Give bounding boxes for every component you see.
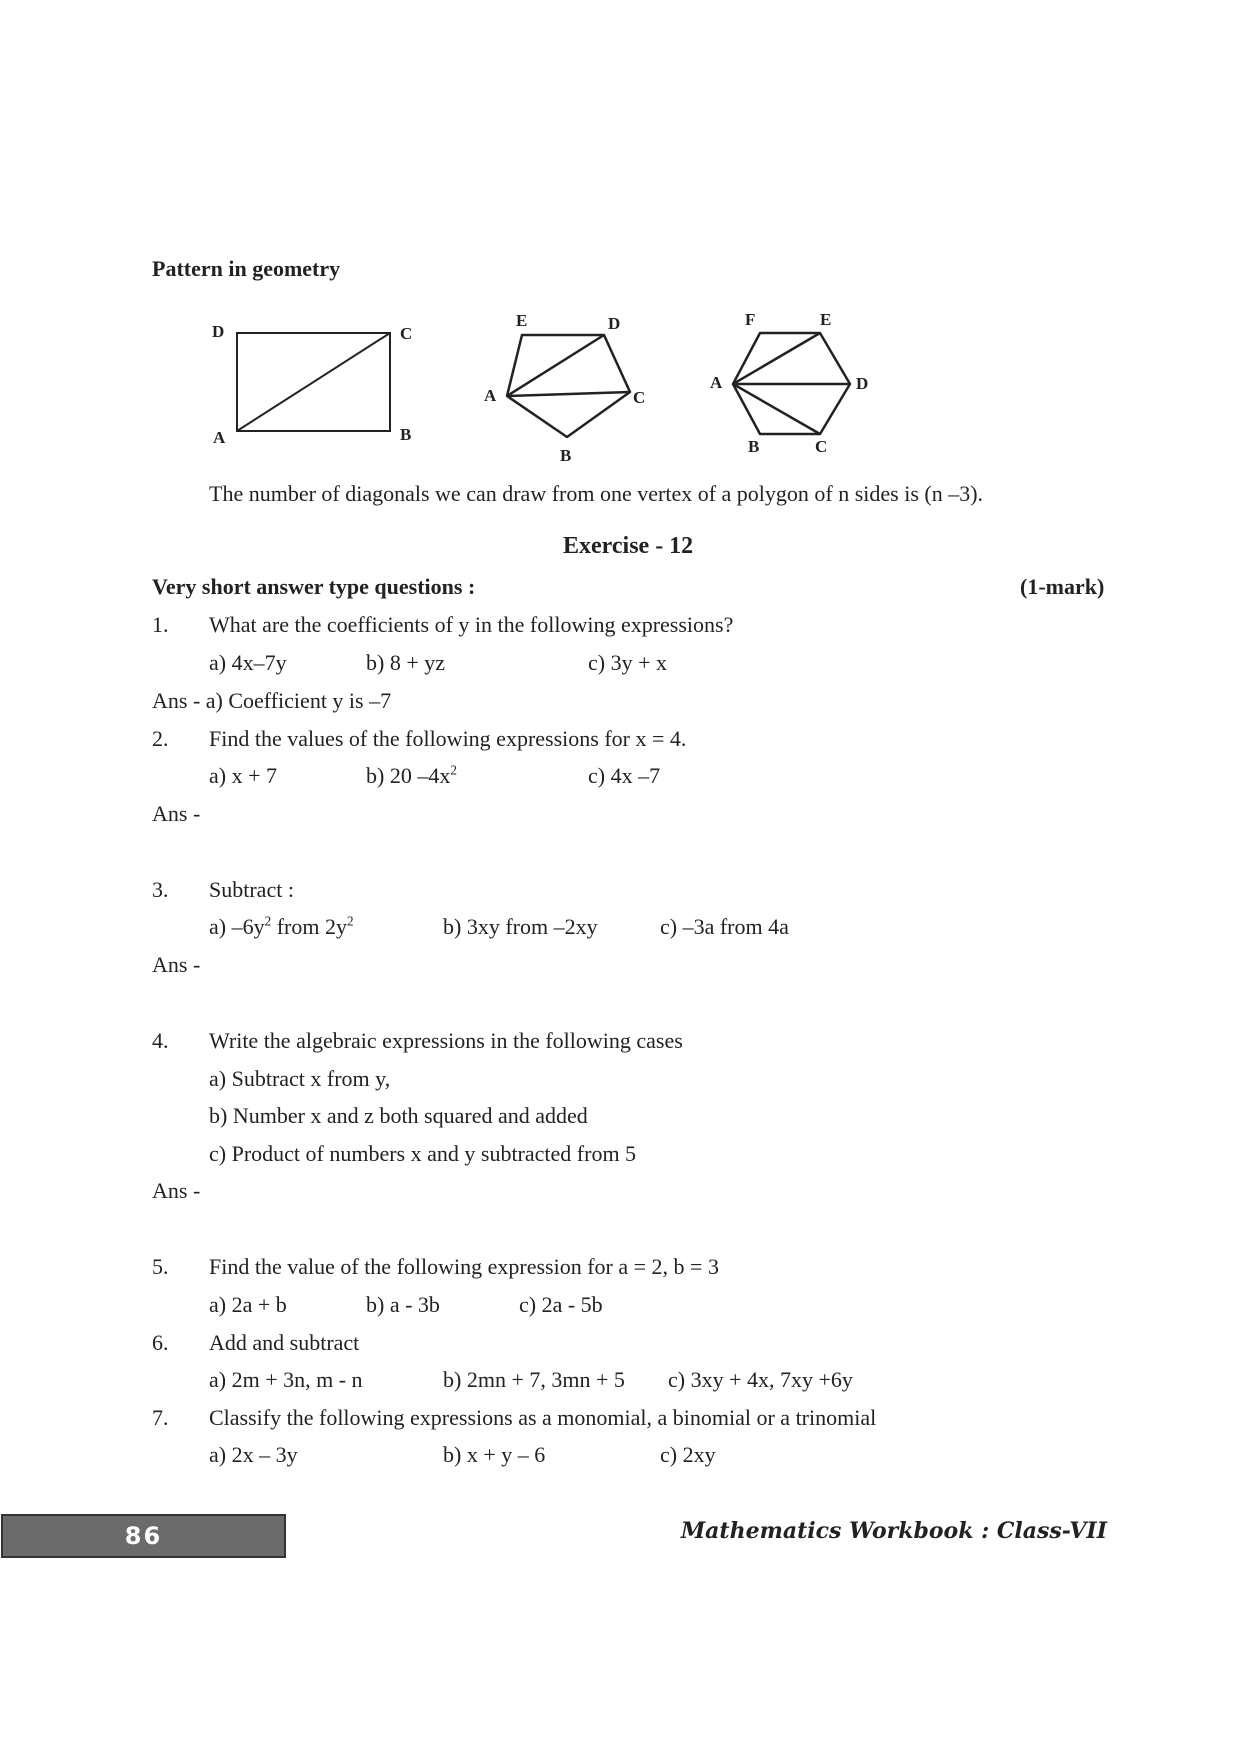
question-1-option-c: c) 3y + x (588, 650, 667, 675)
marks-label: (1-mark) (1020, 574, 1105, 599)
question-4-number: 4. (152, 1028, 169, 1053)
question-6-text: Add and subtract (209, 1330, 360, 1355)
page-number: 86 (124, 1522, 163, 1550)
question-7-text: Classify the following expressions as a monomial, a binomial or a trinomial (209, 1405, 877, 1430)
question-6-option-b: b) 2mn + 7, 3mn + 5 (443, 1367, 625, 1392)
rect-label-d: D (212, 322, 225, 341)
question-3-number: 3. (152, 877, 169, 902)
question-3-text: Subtract : (209, 877, 294, 902)
polygon-diagonal-figures (0, 0, 1240, 480)
question-1-text: What are the coefficients of y in the following expressions? (209, 612, 734, 637)
pentagon-label-a: A (484, 386, 497, 405)
hexagon-label-e: E (820, 310, 832, 329)
question-2-number: 2. (152, 726, 169, 751)
question-4-answer: Ans - (152, 1178, 201, 1203)
question-7-option-a: a) 2x – 3y (209, 1442, 298, 1467)
exercise-title: Exercise - 12 (563, 533, 694, 559)
question-3-option-c: c) –3a from 4a (660, 914, 789, 939)
question-7-number: 7. (152, 1405, 169, 1430)
question-6-option-c: c) 3xy + 4x, 7xy +6y (668, 1367, 853, 1392)
question-5-text: Find the value of the following expression for a = 2, b = 3 (209, 1254, 719, 1279)
pentagon-label-c: C (633, 388, 646, 407)
question-1-option-b: b) 8 + yz (366, 650, 445, 675)
question-7-option-c: c) 2xy (660, 1442, 716, 1467)
rectangle-figure (237, 333, 390, 431)
question-6-number: 6. (152, 1330, 169, 1355)
pentagon-label-e: E (516, 311, 528, 330)
pentagon-figure (507, 335, 630, 437)
question-2-option-b: b) 20 $-4x^2$ (366, 762, 457, 788)
question-2-text: Find the values of the following expressions for x = 4. (209, 726, 687, 751)
hexagon-label-f: F (745, 310, 756, 329)
question-5-number: 5. (152, 1254, 169, 1279)
question-5-option-c: c) 2a - 5b (519, 1292, 603, 1317)
hexagon-label-c: C (815, 437, 828, 456)
question-4-option-a: a) Subtract x from y, (209, 1066, 391, 1091)
question-4-option-c: c) Product of numbers x and y subtracted from 5 (209, 1141, 637, 1166)
question-6-option-a: a) 2m + 3n, m - n (209, 1367, 363, 1392)
page-number-box (1, 1514, 286, 1558)
rect-label-b: B (400, 425, 412, 444)
question-5-option-b: b) a - 3b (366, 1292, 440, 1317)
question-1-answer: Ans - a) Coefficient y is –7 (152, 688, 392, 713)
question-5-option-a: a) 2a + b (209, 1292, 287, 1317)
hexagon-label-d: D (856, 374, 869, 393)
diagonal-rule-statement: The number of diagonals we can draw from one vertex of a polygon of n sides is (n –3). (209, 481, 984, 506)
question-3-answer: Ans - (152, 952, 201, 977)
hexagon-label-b: B (748, 437, 760, 456)
rect-label-a: A (213, 428, 226, 447)
pentagon-label-b: B (560, 446, 572, 465)
pentagon-label-d: D (608, 314, 621, 333)
question-4-text: Write the algebraic expressions in the following cases (209, 1028, 683, 1053)
question-3-option-a: a) $-6y^2$ from $2y^2$ (209, 913, 354, 939)
question-7-option-b: b) x + y – 6 (443, 1442, 546, 1467)
question-2-option-a: a) x + 7 (209, 763, 277, 788)
question-2-answer: Ans - (152, 801, 201, 826)
question-4-option-b: b) Number x and z both squared and added (209, 1103, 588, 1128)
book-title: Mathematics Workbook : Class-VII (680, 1518, 1107, 1544)
question-1-option-a: a) 4x–7y (209, 650, 287, 675)
question-3-option-b: b) 3xy from –2xy (443, 914, 598, 939)
question-1-number: 1. (152, 612, 169, 637)
hexagon-figure (733, 333, 850, 434)
hexagon-label-a: A (710, 373, 723, 392)
question-category: Very short answer type questions : (152, 574, 476, 599)
question-2-option-c: c) 4x –7 (588, 763, 661, 788)
section-heading: Pattern in geometry (152, 256, 341, 281)
rect-label-c: C (400, 324, 413, 343)
